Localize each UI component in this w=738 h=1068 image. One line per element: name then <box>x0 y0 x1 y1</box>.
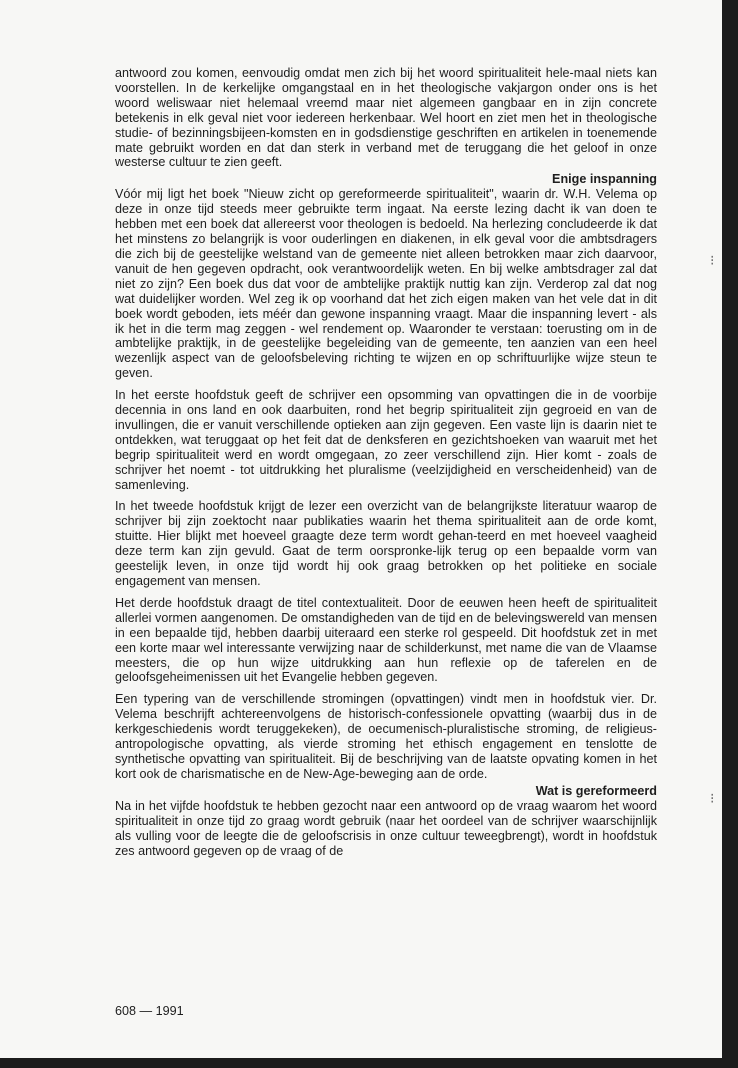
heading-wat-is-gereformeerd: Wat is gereformeerd <box>535 783 657 798</box>
binding-mark-icon: ⁝ <box>710 252 715 268</box>
binding-mark-icon: ⁝ <box>710 790 715 806</box>
paragraph-intro: antwoord zou komen, eenvoudig omdat men zich bij het woord spiritualiteit hele-maal niets kan voorstellen. In de kerkelijke omgangstaal en in het theologische vakjargon onder ons is het woord weliswaar niet helemaal vreemd maar niet algemeen gangbaar en in zijn concrete betekenis in elk geval niet voor iedereen herkenbaar. Wel hoort en ziet men het in theologische studie- of bezinningsbijeen-komsten en in godsdienstige geschriften en artikelen in toenemende mate gebruikt worden en dat dan sterk in verband met de teruggang die het geloof in onze westerse cultuur te zien geeft. <box>115 66 657 170</box>
paragraph-chapter-five: Na in het vijfde hoofdstuk te hebben gezocht naar een antwoord op de vraag waarom het woord spiritualiteit in onze tijd zo graag wordt gebruik (naar het oordeel van de schrijver waarschijnlijk als vulling voor de leegte die de geloofscrisis in onze cultuur teweegbrengt), wordt in hoofdstuk zes antwoord gegeven op de vraag of de <box>115 798 657 858</box>
paragraph-book: Vóór mij ligt het boek "Nieuw zicht op gereformeerde spiritualiteit", waarin dr. W.H. Velema op deze in onze tijd steeds meer gebruikte term ingaat. Na eerste lezing dacht ik van doen te hebben met een boek dat allereerst voor theologen is bedoeld. Na herlezing concludeerde ik dat het minstens zo belangrijk is voor ouderlingen en diakenen, in elk geval voor die ambtsdragers die zich bij de geestelijke welstand van de gemeente niet alleen betrokken maar zich daarvoor, vanuit de hen gegeven opdracht, ook verantwoordelijk weten. En bij welke ambtsdrager zal dat niet zo zijn? Een boek dus dat voor de ambtelijke praktijk nuttig kan zijn. Verderop zal dat nog wat duidelijker worden. Wel zeg ik op voorhand dat het zich eigen maken van het vele dat in dit boek wordt geboden, iets méér dan gewone inspanning vraagt. Maar die inspanning levert - als ik het in die term mag zeggen - wel rendement op. Waaronder te verstaan: toerusting om in de ambtelijke praktijk, in de geestelijke begeleiding van de gemeente, ten aanzien van een heel wezenlijk aspect van de geloofsbeleving richting te wijzen en op schriftuurlijke wijze steun te geven. <box>115 187 657 381</box>
scan-edge-right <box>722 0 738 1068</box>
scan-edge-bottom <box>0 1058 738 1068</box>
paragraph-chapter-three: Het derde hoofdstuk draagt de titel contextualiteit. Door de eeuwen heen heeft de spiritualiteit allerlei vormen aangenomen. De omstandigheden van de tijd en de belevingswereld van mensen in een bepaalde tijd, hebben daarbij uiteraard een sterke rol gespeeld. Dit hoofdstuk zet in met een korte maar wel interessante verwijzing naar de schilderkunst, met name die van de Vlaamse meesters, die op hun wijze uitdrukking aan hun reflexie op de taferelen en de geloofsgeheimenissen uit het Evangelie hebben gegeven. <box>115 595 657 685</box>
paragraph-chapter-two: In het tweede hoofdstuk krijgt de lezer een overzicht van de belangrijkste literatuur waarop de schrijver bij zijn zoektocht naar publikaties waarin het thema spiritualiteit aan de orde komt, stuitte. Hier blijkt met hoeveel graagte deze term wordt gehan-teerd en met hoeveel vaagheid deze term kan zijn gevuld. Gaat de term oorspronke-lijk terug op een bepaalde vorm van geestelijk leven, in onze tijd wordt hij ook graag betrokken op het politieke en sociale engagement van mensen. <box>115 499 657 588</box>
heading-enige-inspanning: Enige inspanning <box>552 172 657 187</box>
text-column <box>115 66 657 858</box>
page-folio: 608 — 1991 <box>115 1004 184 1018</box>
paragraph-chapter-four: Een typering van de verschillende stromingen (opvattingen) vindt men in hoofdstuk vier. Dr. Velema beschrijft achtereenvolgens de historisch-confessionele opvatting (waarbij dus in de kerkgeschiedenis wordt teruggekeken), de oecumenisch-pluralistische stroming, de religieus-antropologische opvatting, als vierde stroming het ethisch engagement en tenslotte de synthetische opvatting van spiritualiteit. Bij de beschrijving van de laatste opvating komen in het kort ook de charismatische en de New-Age-beweging aan de orde. <box>115 692 657 781</box>
paragraph-chapter-one: In het eerste hoofdstuk geeft de schrijver een opsomming van opvattingen die in de voorbije decennia in ons land en ook daarbuiten, rond het begrip spiritualiteit zijn gegroeid en van de invullingen, die er vanuit verschillende optieken aan zijn gegeven. Een vaste lijn is daarin niet te ontdekken, wat teruggaat op het feit dat de denksferen en gezichtshoeken van waaruit met het begrip spiritualiteit werd en wordt omgegaan, zo zeer verschillend zijn. Hier komt - zoals de schrijver het noemt - tot uitdrukking het pluralisme (veelzijdigheid en verscheidenheid) van de samenleving. <box>115 388 657 492</box>
